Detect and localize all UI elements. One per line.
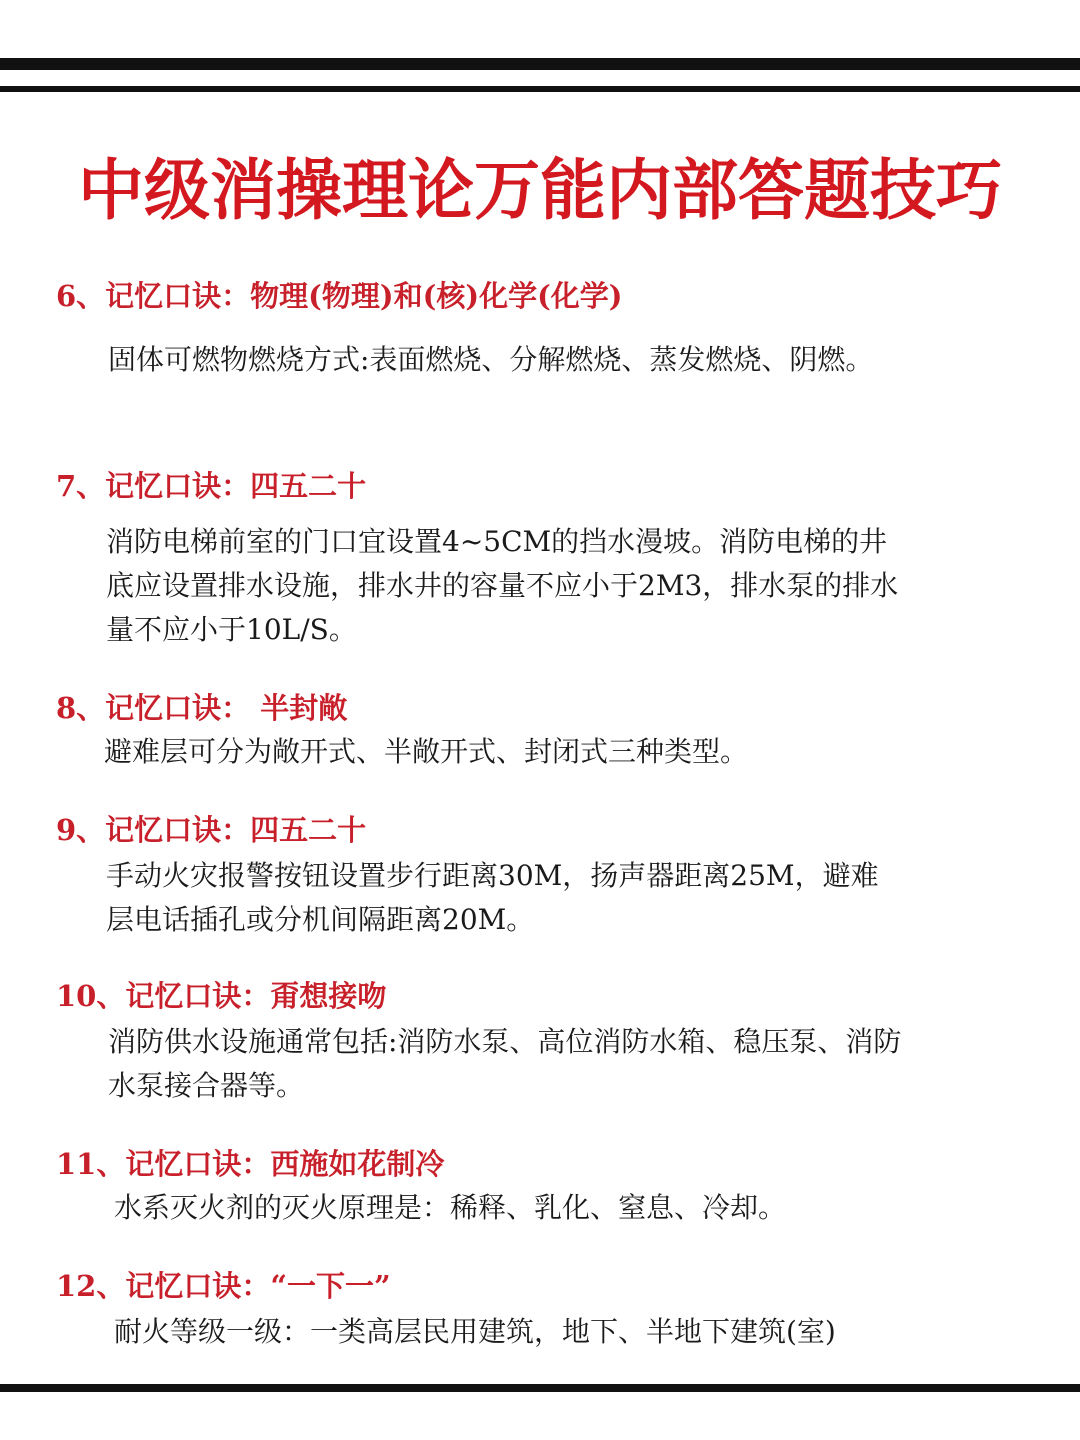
section-9-heading: 9、记忆口诀：四五二十 [56,813,367,847]
section-12-heading: 12、记忆口诀：“一下一” [56,1269,391,1303]
section-6-body: 固体可燃物燃烧方式:表面燃烧、分解燃烧、蒸发燃烧、阴燃。 [108,343,874,376]
section-12-body: 耐火等级一级：一类高层民用建筑，地下、半地下建筑(室) [114,1315,836,1348]
page-title: 中级消操理论万能内部答题技巧 [78,152,1002,229]
bottom-rule [0,1384,1080,1392]
top-double-rule-thin [0,86,1080,92]
top-double-rule-thick [0,58,1080,70]
section-8-body: 避难层可分为敞开式、半敞开式、封闭式三种类型。 [104,735,749,768]
section-7-heading: 7、记忆口诀：四五二十 [56,469,367,503]
section-9-body: 手动火灾报警按钮设置步行距离30M，扬声器距离25M，避难层电话插孔或分机间隔距离20M。 [106,859,879,936]
section-11-body: 水系灭火剂的灭火原理是：稀释、乳化、窒息、冷却。 [114,1191,787,1224]
section-10-heading: 10、记忆口诀：甭想接吻 [56,979,387,1013]
section-10-body: 消防供水设施通常包括:消防水泵、高位消防水箱、稳压泵、消防水泵接合器等。 [108,1025,902,1102]
section-11-heading: 11、记忆口诀：西施如花制冷 [56,1147,445,1181]
section-8-heading: 8、记忆口诀： 半封敞 [56,691,348,725]
section-7-body: 消防电梯前室的门口宜设置4~5CM的挡水漫坡。消防电梯的井底应设置排水设施，排水井的容量不应小于2M3，排水泵的排水量不应小于10L/S。 [106,525,899,646]
section-6-heading: 6、记忆口诀：物理(物理)和(核)化学(化学) [56,279,623,313]
